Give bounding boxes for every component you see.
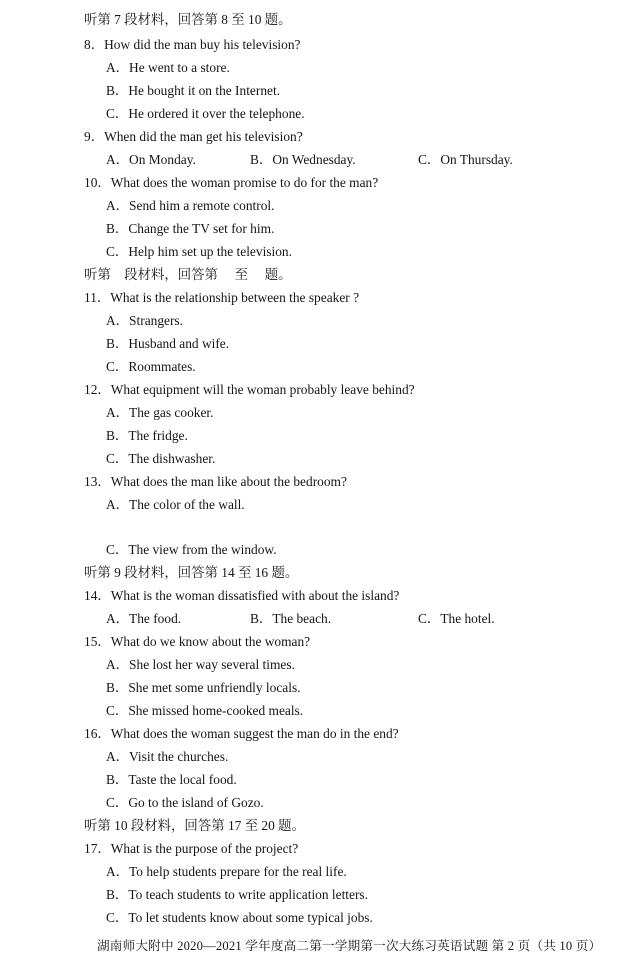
question-17-stem: 17．What is the purpose of the project?: [84, 841, 299, 856]
section-9-instruction: 听第 9 段材料，回答第 14 至 16 题。: [84, 565, 299, 580]
question-16-option-a: A．Visit the churches.: [106, 749, 229, 764]
question-11-option-a: A．Strangers.: [106, 313, 183, 328]
section-7-instruction: 听第 7 段材料，回答第 8 至 10 题。: [84, 12, 292, 27]
question-10-stem: 10．What does the woman promise to do for the man?: [84, 175, 379, 190]
question-9-stem: 9．When did the man get his television?: [84, 129, 303, 144]
question-15-stem: 15．What do we know about the woman?: [84, 634, 311, 649]
question-12-stem: 12．What equipment will the woman probably leave behind?: [84, 382, 415, 397]
section-8-instruction: 听第 段材料，回答第 至 题。: [84, 267, 292, 282]
question-11-option-c: C．Roommates.: [106, 359, 196, 374]
section-10-instruction: 听第 10 段材料，回答第 17 至 20 题。: [84, 818, 305, 833]
question-8-stem: 8．How did the man buy his television?: [84, 37, 301, 52]
question-16-option-b: B．Taste the local food.: [106, 772, 237, 787]
question-10-option-b: B．Change the TV set for him.: [106, 221, 275, 236]
question-14-option-a: A．The food.: [106, 611, 182, 626]
question-8-option-a: A．He went to a store.: [106, 60, 230, 75]
question-15-option-b: B．She met some unfriendly locals.: [106, 680, 301, 695]
question-9-option-c: C．On Thursday.: [418, 152, 513, 167]
question-8-option-b: B．He bought it on the Internet.: [106, 83, 281, 98]
question-14-stem: 14．What is the woman dissatisfied with about the island?: [84, 588, 400, 603]
question-12-option-c: C．The dishwasher.: [106, 451, 216, 466]
question-13-option-a: A．The color of the wall.: [106, 497, 245, 512]
question-11-option-b: B．Husband and wife.: [106, 336, 230, 351]
question-9-option-a: A．On Monday.: [106, 152, 196, 167]
question-16-option-c: C．Go to the island of Gozo.: [106, 795, 264, 810]
question-12-option-b: B．The fridge.: [106, 428, 188, 443]
question-8-option-c: C．He ordered it over the telephone.: [106, 106, 305, 121]
question-13-option-c: C．The view from the window.: [106, 542, 277, 557]
question-10-option-a: A．Send him a remote control.: [106, 198, 275, 213]
question-10-option-c: C．Help him set up the television.: [106, 244, 292, 259]
question-9-option-b: B．On Wednesday.: [250, 152, 356, 167]
question-17-option-a: A．To help students prepare for the real life.: [106, 864, 347, 879]
question-12-option-a: A．The gas cooker.: [106, 405, 214, 420]
question-14-option-c: C．The hotel.: [418, 611, 495, 626]
question-11-stem: 11．What is the relationship between the speaker ?: [84, 290, 360, 305]
question-15-option-a: A．She lost her way several times.: [106, 657, 295, 672]
page-footer: 湖南师大附中 2020—2021 学年度高二第一学期第一次大练习英语试题 第 2 页（共 10 页）: [97, 939, 602, 953]
question-14-option-b: B．The beach.: [250, 611, 332, 626]
question-16-stem: 16．What does the woman suggest the man do in the end?: [84, 726, 399, 741]
question-17-option-c: C．To let students know about some typical jobs.: [106, 910, 373, 925]
question-17-option-b: B．To teach students to write application letters.: [106, 887, 368, 902]
question-13-stem: 13．What does the man like about the bedroom?: [84, 474, 347, 489]
question-15-option-c: C．She missed home-cooked meals.: [106, 703, 304, 718]
